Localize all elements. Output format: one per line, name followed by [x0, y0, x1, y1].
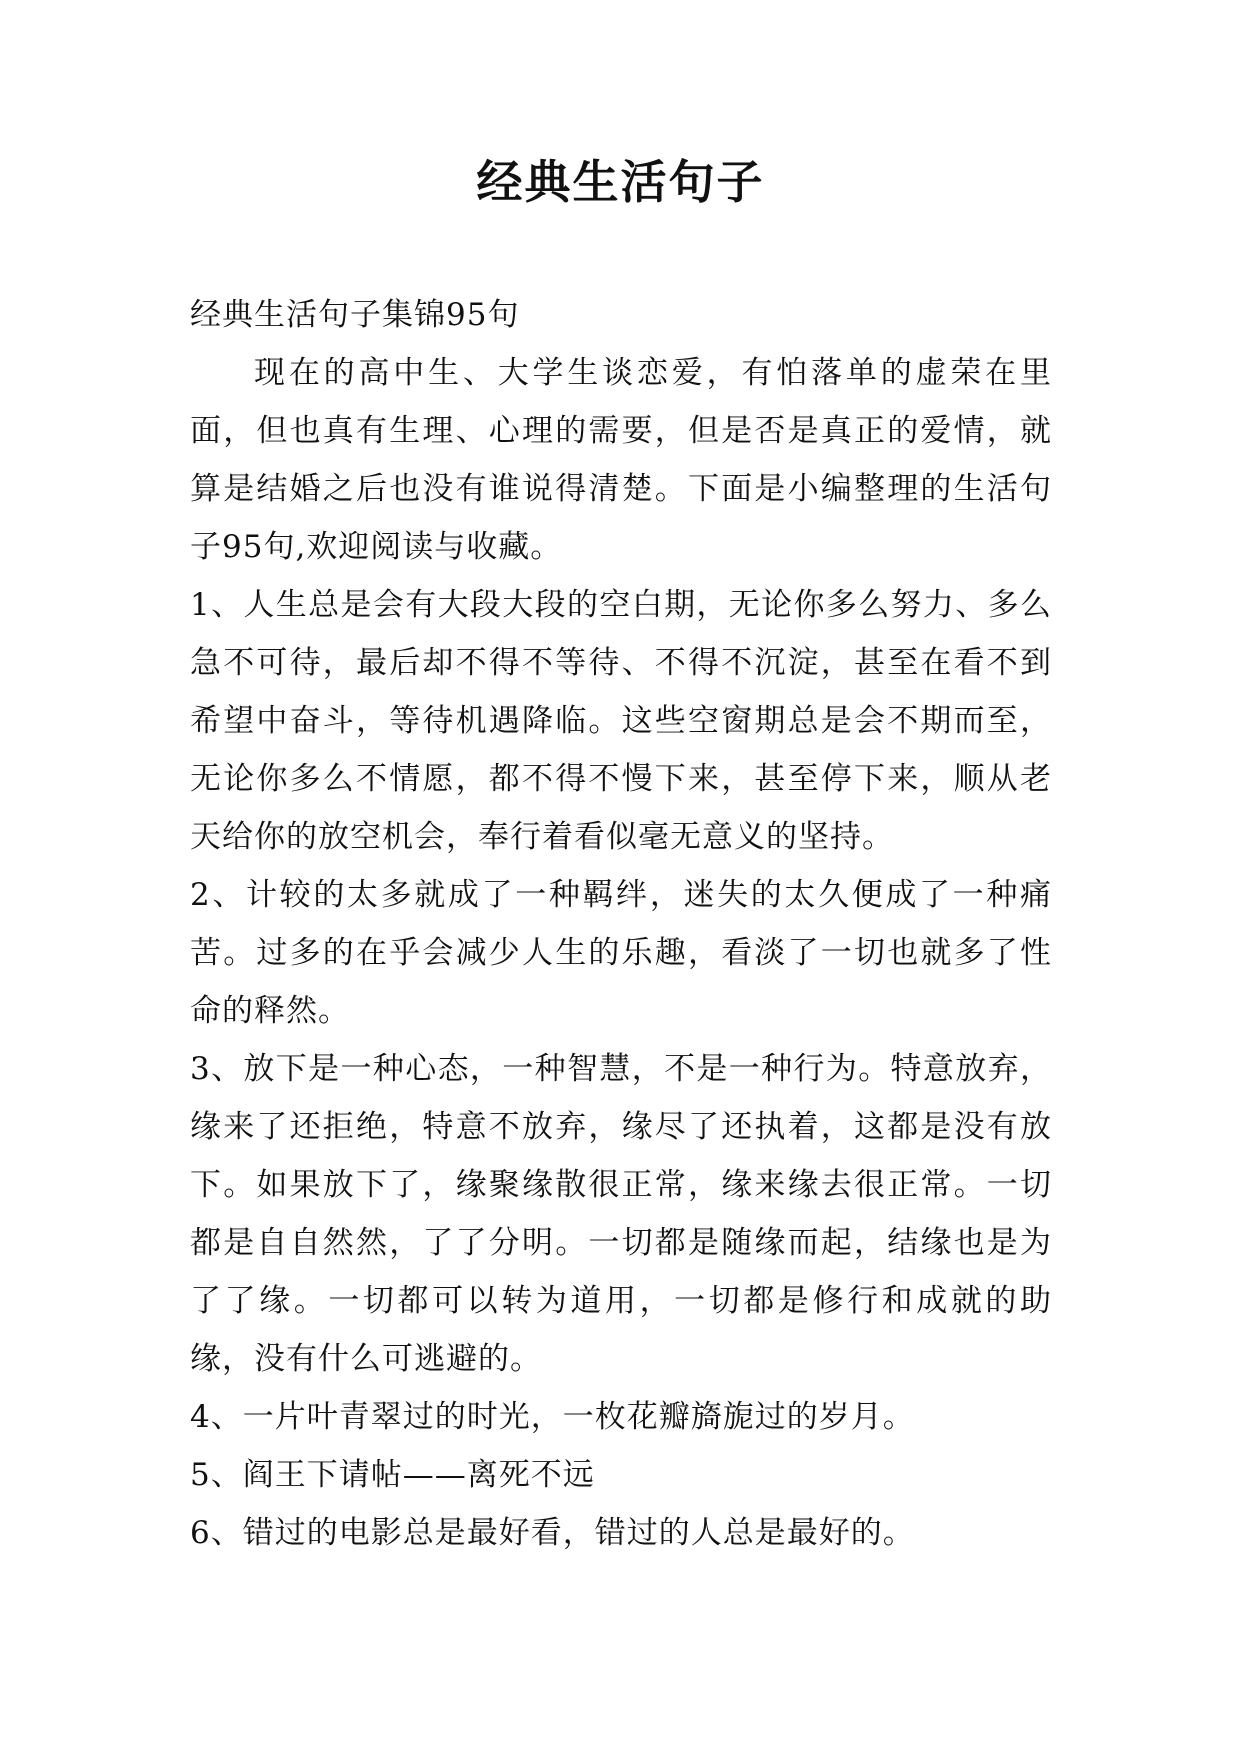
document-subtitle: 经典生活句子集锦95句 — [190, 297, 520, 333]
document-body — [190, 286, 1052, 1562]
sentence-item: 2、计较的太多就成了一种羁绊，迷失的太久便成了一种痛苦。过多的在乎会减少人生的乐趣，看淡了一切也就多了性命的释然。 — [190, 877, 1052, 1029]
sentence-item: 3、放下是一种心态，一种智慧，不是一种行为。特意放弃，缘来了还拒绝，特意不放弃，缘尽了还执着，这都是没有放下。如果放下了，缘聚缘散很正常，缘来缘去很正常。一切都是自自然然，了了分明。一切都是随缘而起，结缘也是为了了缘。一切都可以转为道用，一切都是修行和成就的助缘，没有什么可逃避的。 — [190, 1051, 1052, 1377]
sentence-item: 6、错过的电影总是最好看，错过的人总是最好的。 — [190, 1515, 915, 1551]
document-title: 经典生活句子 — [476, 155, 765, 209]
intro-paragraph: 现在的高中生、大学生谈恋爱，有怕落单的虚荣在里面，但也真有生理、心理的需要，但是否是真正的爱情，就算是结婚之后也没有谁说得清楚。下面是小编整理的生活句子95句,欢迎阅读与收藏。 — [190, 355, 1052, 565]
sentence-item: 4、一片叶青翠过的时光，一枚花瓣旖旎过的岁月。 — [190, 1399, 915, 1435]
sentence-item: 1、人生总是会有大段大段的空白期，无论你多么努力、多么急不可待，最后却不得不等待、不得不沉淀，甚至在看不到希望中奋斗，等待机遇降临。这些空窗期总是会不期而至，无论你多么不情愿，都不得不慢下来，甚至停下来，顺从老天给你的放空机会，奉行着看似毫无意义的坚持。 — [190, 587, 1052, 855]
sentence-item: 5、阎王下请帖——离死不远 — [190, 1457, 595, 1493]
